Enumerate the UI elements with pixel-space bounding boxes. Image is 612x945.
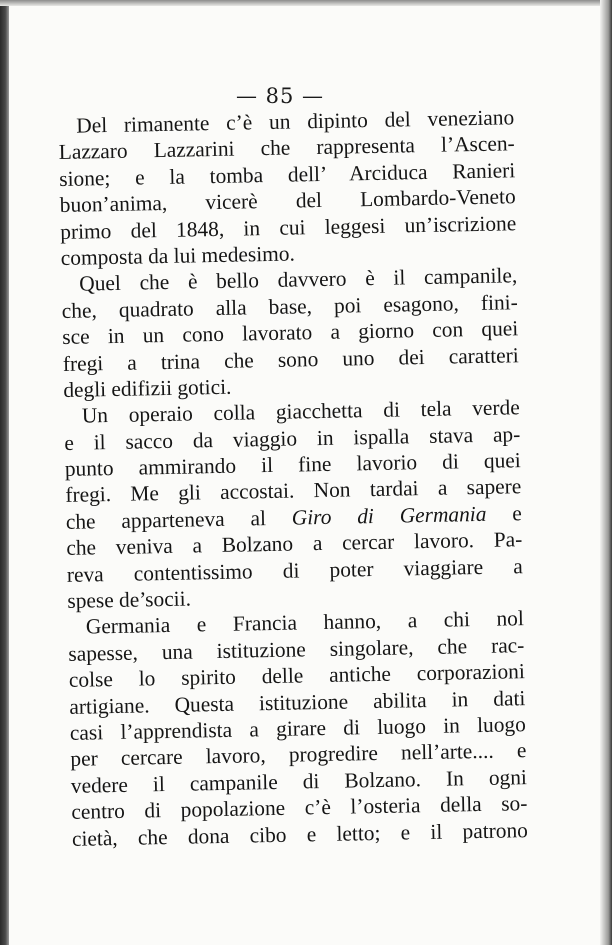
text-line: colse lo spirito delle antiche corporazioni: [68, 659, 526, 693]
text-line: spese de’socii.: [67, 586, 192, 613]
text-line: primo del 1848, in cui leggesi un’iscrizione: [60, 210, 517, 244]
page-top-edge: [0, 0, 612, 6]
text-line: sapesse, una istituzione singolare, che rac-: [68, 632, 525, 666]
text-line: vedere il campanile di Bolzano. In ogni: [70, 764, 528, 798]
text-line: Quel che è bello davvero è il campanile,: [79, 263, 518, 296]
text-line: sione; e la tomba dell’ Arciduca Ranieri: [59, 158, 516, 191]
text-segment: e: [486, 501, 522, 526]
italic-title: Giro di Germania: [291, 501, 487, 530]
text-line: che veniva a Bolzano a cercar lavoro. Pa-: [66, 527, 523, 561]
text-line: che, quadrato alla base, poi esagono, fini-: [61, 289, 518, 323]
text-line: artigiane. Questa istituzione abilita in dati: [69, 685, 526, 719]
text-line: casi l’apprendista a girare di luogo in luogo: [69, 712, 527, 745]
text-line: Lazzaro Lazzarini che rappresenta l’Ascen-: [58, 131, 515, 165]
text-line: centro di popolazione c’è l’osteria della so-: [71, 791, 528, 825]
text-line: Un operaio colla giacchetta di tela verde: [81, 395, 520, 428]
text-line: reva contentissimo di poter viaggiare a: [66, 553, 524, 587]
text-line: fregi a trina che sono uno dei caratteri: [62, 342, 519, 376]
text-line: composta da lui medesimo.: [60, 241, 296, 270]
book-spine-shadow: [0, 0, 9, 945]
text-line: punto ammirando il fine lavorio di quei: [64, 448, 521, 482]
text-segment: che apparteneva al: [65, 505, 293, 534]
text-line: Del rimanente c’è un dipinto del veneziano: [76, 105, 515, 138]
body-text: [58, 104, 528, 852]
text-line: buon’anima, vicerè del Lombardo-Veneto: [59, 184, 516, 218]
text-line: fregi. Me gli accostai. Non tardai a sapere: [65, 474, 522, 508]
page-right-edge: [600, 0, 612, 945]
text-line: per cercare lavoro, progredire nell’arte.... e: [70, 738, 527, 772]
text-line: degli edifizii gotici.: [63, 374, 232, 402]
text-line: e il sacco da viaggio in ispalla stava ap-: [64, 421, 521, 455]
text-line: Germania e Francia hanno, a chi nol: [85, 606, 525, 639]
text-line: sce in un cono lavorato a giorno con quei: [62, 316, 519, 350]
page-number: — 85 —: [235, 84, 325, 108]
text-line: cietà, che dona cibo e letto; e il patrono: [71, 817, 529, 851]
